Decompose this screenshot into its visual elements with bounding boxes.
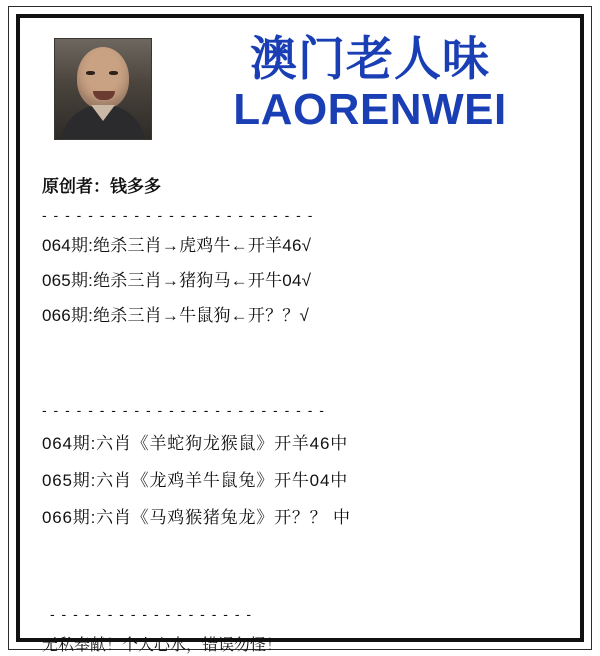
list-item: 064期:六肖《羊蛇狗龙猴鼠》开羊46中 [42,434,348,453]
section-two [42,429,566,528]
list-item: 064期:绝杀三肖→虎鸡牛←开羊46√ [42,236,312,255]
portrait-photo [54,38,152,140]
section-one [42,231,566,326]
poster-content [24,22,576,654]
poster-header [34,30,566,158]
title-chinese: 澳门老人味 [250,32,490,85]
spacer-two [34,540,566,596]
portrait-eye-right [109,71,118,75]
footer-note: 无私奉献！个人心水，错误勿怪！ [42,637,283,654]
list-item: 065期:绝杀三肖→猪狗马←开牛04√ [42,271,312,290]
list-item: 066期:六肖《马鸡猴猪兔龙》开？？ 中 [42,508,351,527]
divider-one: - - - - - - - - - - - - - - - - - - - - - - - - [42,207,314,223]
spacer-one [34,336,566,392]
title-block [174,30,566,133]
author-line: 原创者：钱多多 [42,177,161,196]
section-three [42,606,566,655]
divider-two: - - - - - - - - - - - - - - - - - - - - - - - - - [42,402,326,418]
divider-three: - - - - - - - - - - - - - - - - - - [50,606,253,622]
title-english: LAORENWEI [233,84,507,134]
portrait-eye-left [86,71,95,75]
list-item: 066期:绝杀三肖→牛鼠狗←开？？√ [42,306,310,325]
list-item: 065期:六肖《龙鸡羊牛鼠兔》开牛04中 [42,471,348,490]
